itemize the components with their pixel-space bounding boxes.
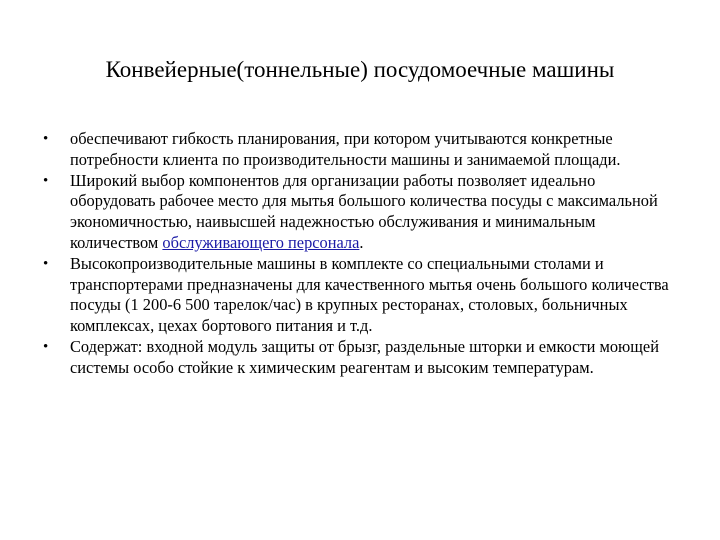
- bullet-list: [0, 129, 720, 379]
- bullet-icon: •: [43, 131, 49, 147]
- bullet-text: Широкий выбор компонентов для организации работы позволяет идеально оборудовать рабочее место для мытья большого количества посуды с максимальной экономичностью, наивысшей надежностью обслуживания и минимальным количеством: [70, 170, 658, 252]
- bullet-item-planning: [0, 129, 670, 171]
- bullet-icon: •: [43, 172, 49, 189]
- bullet-item-components: [0, 171, 670, 254]
- bullet-icon: •: [43, 255, 49, 272]
- bullet-icon: •: [43, 338, 49, 355]
- staff-link[interactable]: обслуживающего персонала: [162, 232, 360, 252]
- bullet-text: Содержат: входной модуль защиты от брызг, раздельные шторки и емкости моющей системы особо стойкие к химическим реагентам и высоким температурам.: [70, 336, 659, 377]
- bullet-text: Высокопроизводительные машины в комплекте со специальными столами и транспортерами предназначены для качественного мытья очень большого количества посуды (1 200-6 500 тарелок/час) в крупных ресторанах, столовых, больничных комплексах, цехах бортового питания и т.д.: [70, 253, 669, 336]
- slide-title: Конвейерные(тоннельные) посудомоечные машины: [105, 57, 615, 82]
- bullet-text: обеспечивают гибкость планирования, при котором учитываются конкретные потребности клиента по производительности машины и занимаемой площади.: [70, 129, 621, 169]
- bullet-item-contents: [0, 337, 670, 379]
- bullet-text-end: .: [359, 232, 364, 252]
- bullet-item-high-performance: [0, 254, 670, 337]
